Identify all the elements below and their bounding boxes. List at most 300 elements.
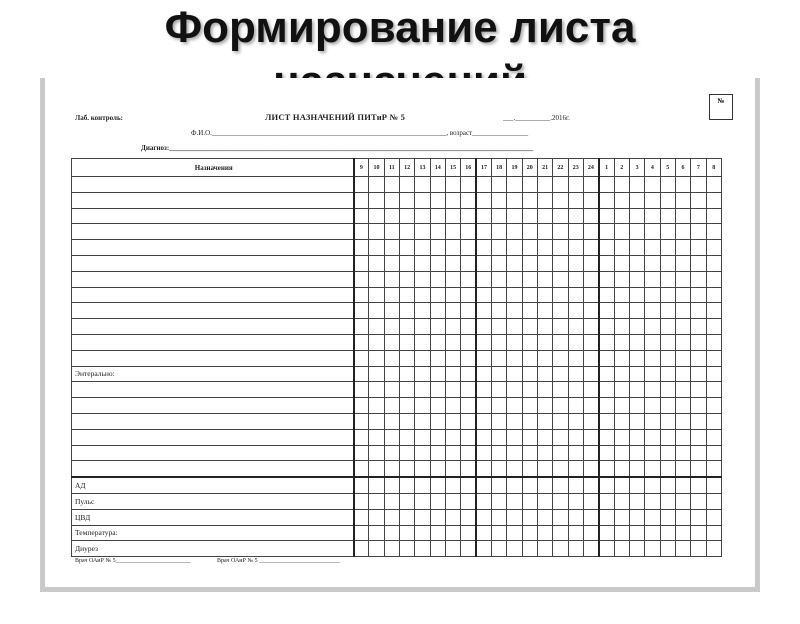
hour-cell (706, 525, 721, 541)
hour-cell (399, 255, 414, 271)
hour-cell (430, 303, 445, 319)
hour-cell (599, 477, 614, 493)
hour-cell (430, 413, 445, 429)
hour-cell (614, 350, 629, 366)
diagnosis-line: Диагноз:________________________________________________________________________________________________________ (141, 144, 534, 152)
hour-cell (675, 240, 690, 256)
hour-cell (691, 192, 706, 208)
row-label-cell: ЦВД (72, 509, 354, 525)
hour-cell (614, 461, 629, 477)
hour-cell (476, 319, 491, 335)
hour-cell (614, 477, 629, 493)
hour-cell (476, 445, 491, 461)
hour-cell (645, 255, 660, 271)
hour-cell (354, 350, 369, 366)
hour-cell (430, 382, 445, 398)
hour-cell (491, 413, 506, 429)
row-label-cell (72, 271, 354, 287)
hour-cell (461, 366, 476, 382)
hour-cell (553, 461, 568, 477)
hour-cell (583, 255, 598, 271)
hour-cell (568, 541, 583, 557)
hour-cell (399, 461, 414, 477)
prescription-table (71, 158, 722, 557)
hour-cell (675, 208, 690, 224)
hour-cell (430, 429, 445, 445)
hour-cell (645, 525, 660, 541)
hour-cell (445, 366, 460, 382)
hour-cell (645, 350, 660, 366)
hour-cell (507, 509, 522, 525)
hour-cell (399, 240, 414, 256)
vital-row (72, 541, 722, 557)
hour-cell (354, 461, 369, 477)
hour-cell (645, 541, 660, 557)
hour-cell (583, 461, 598, 477)
row-label-cell (72, 303, 354, 319)
hour-cell (430, 398, 445, 414)
hour-cell (553, 287, 568, 303)
hour-cell (384, 413, 399, 429)
hour-cell (599, 334, 614, 350)
hour-cell (522, 382, 537, 398)
hour-cell (660, 303, 675, 319)
hour-cell (384, 541, 399, 557)
hour-cell (553, 177, 568, 193)
hour-cell (415, 271, 430, 287)
hour-cell (461, 303, 476, 319)
hour-cell (614, 541, 629, 557)
hour-cell (599, 319, 614, 335)
prescription-row (72, 177, 722, 193)
hour-cell (399, 398, 414, 414)
hour-cell (507, 255, 522, 271)
hour-cell (691, 398, 706, 414)
hour-cell (629, 192, 644, 208)
hour-cell (522, 541, 537, 557)
hour-cell (369, 413, 384, 429)
hour-cell (553, 208, 568, 224)
hour-cell (369, 398, 384, 414)
hour-cell (691, 271, 706, 287)
hour-cell (369, 177, 384, 193)
hour-cell (369, 303, 384, 319)
hour-cell (583, 208, 598, 224)
hour-cell (614, 445, 629, 461)
hour-cell (614, 224, 629, 240)
hour-cell (583, 477, 598, 493)
row-label-cell: Диурез (72, 541, 354, 557)
hour-cell (645, 287, 660, 303)
hour-cell (491, 382, 506, 398)
hour-cell (614, 240, 629, 256)
hour-cell (476, 350, 491, 366)
hour-cell (645, 477, 660, 493)
hour-cell (384, 382, 399, 398)
hour-cell (522, 192, 537, 208)
hour-cell (430, 366, 445, 382)
hour-cell (675, 461, 690, 477)
hour-cell (354, 382, 369, 398)
hour-cell (645, 271, 660, 287)
hour-cell (599, 192, 614, 208)
hour-cell (645, 334, 660, 350)
hour-cell (660, 382, 675, 398)
hour-cell (522, 177, 537, 193)
row-label-cell (72, 429, 354, 445)
hour-cell (491, 334, 506, 350)
hour-cell (645, 177, 660, 193)
hour-cell (399, 177, 414, 193)
hour-cell (415, 255, 430, 271)
hour-cell (415, 287, 430, 303)
hour-cell (537, 477, 552, 493)
hour-cell (522, 271, 537, 287)
hour-header-cell: 20 (522, 159, 537, 177)
hour-cell (461, 350, 476, 366)
hour-cell (507, 177, 522, 193)
hour-cell (629, 334, 644, 350)
hour-cell (354, 429, 369, 445)
hour-cell (706, 287, 721, 303)
hour-cell (430, 255, 445, 271)
hour-cell (706, 366, 721, 382)
hour-cell (476, 493, 491, 509)
hour-cell (629, 493, 644, 509)
hour-cell (537, 271, 552, 287)
hour-header-cell: 12 (399, 159, 414, 177)
hour-cell (522, 303, 537, 319)
hour-cell (461, 240, 476, 256)
hour-cell (660, 413, 675, 429)
hour-cell (553, 255, 568, 271)
hour-cell (415, 461, 430, 477)
hour-cell (399, 366, 414, 382)
hour-cell (553, 509, 568, 525)
hour-header-cell: 5 (660, 159, 675, 177)
hour-cell (354, 477, 369, 493)
hour-cell (660, 350, 675, 366)
prescription-row (72, 334, 722, 350)
hour-cell (491, 319, 506, 335)
hour-cell (660, 461, 675, 477)
hour-cell (568, 177, 583, 193)
hour-cell (384, 224, 399, 240)
lab-control-label: Лаб. контроль: (75, 114, 123, 122)
hour-cell (568, 366, 583, 382)
hour-cell (645, 382, 660, 398)
hour-cell (399, 224, 414, 240)
hour-cell (399, 382, 414, 398)
hour-cell (706, 192, 721, 208)
hour-cell (537, 255, 552, 271)
hour-cell (599, 429, 614, 445)
hour-cell (583, 445, 598, 461)
hour-cell (461, 461, 476, 477)
hour-cell (537, 350, 552, 366)
hour-cell (384, 398, 399, 414)
hour-cell (507, 445, 522, 461)
hour-cell (461, 271, 476, 287)
vital-row (72, 477, 722, 493)
hour-cell (537, 192, 552, 208)
hour-cell (430, 334, 445, 350)
hour-cell (415, 509, 430, 525)
hour-cell (522, 493, 537, 509)
hour-cell (660, 319, 675, 335)
hour-cell (629, 240, 644, 256)
hour-cell (691, 255, 706, 271)
hour-cell (675, 398, 690, 414)
hour-cell (675, 303, 690, 319)
hour-cell (461, 224, 476, 240)
hour-cell (660, 493, 675, 509)
hour-cell (691, 541, 706, 557)
hour-cell (691, 240, 706, 256)
hour-cell (369, 493, 384, 509)
hour-cell (491, 429, 506, 445)
row-label-cell: Энтерально: (72, 366, 354, 382)
hour-cell (384, 192, 399, 208)
hour-cell (369, 509, 384, 525)
hour-cell (399, 287, 414, 303)
hour-cell (660, 541, 675, 557)
hour-cell (369, 429, 384, 445)
hour-cell (507, 493, 522, 509)
hour-cell (354, 398, 369, 414)
hour-cell (568, 271, 583, 287)
hour-header-cell: 23 (568, 159, 583, 177)
hour-cell (553, 413, 568, 429)
row-label-cell (72, 461, 354, 477)
hour-cell (384, 525, 399, 541)
hour-cell (660, 509, 675, 525)
row-label-cell (72, 240, 354, 256)
row-label-cell (72, 192, 354, 208)
hour-cell (445, 509, 460, 525)
header-cell-prescriptions: Назначения (72, 159, 354, 177)
hour-cell (599, 525, 614, 541)
hour-cell (369, 240, 384, 256)
hour-cell (660, 334, 675, 350)
hour-cell (691, 208, 706, 224)
hour-cell (491, 509, 506, 525)
hour-cell (384, 240, 399, 256)
hour-cell (614, 525, 629, 541)
hour-cell (384, 445, 399, 461)
hour-cell (445, 525, 460, 541)
hour-cell (461, 319, 476, 335)
hour-cell (691, 493, 706, 509)
hour-cell (384, 303, 399, 319)
prescription-grid (71, 158, 721, 624)
hour-cell (399, 319, 414, 335)
hour-cell (507, 541, 522, 557)
hour-cell (568, 398, 583, 414)
hour-cell (568, 350, 583, 366)
hour-cell (445, 461, 460, 477)
hour-cell (507, 271, 522, 287)
enteral-detail-row (72, 429, 722, 445)
hour-header-cell: 19 (507, 159, 522, 177)
hour-cell (660, 429, 675, 445)
hour-cell (629, 177, 644, 193)
hour-cell (507, 477, 522, 493)
hour-cell (568, 477, 583, 493)
hour-cell (629, 224, 644, 240)
hour-cell (583, 509, 598, 525)
hour-cell (599, 366, 614, 382)
hour-cell (445, 255, 460, 271)
hour-cell (369, 271, 384, 287)
hour-cell (583, 525, 598, 541)
hour-cell (445, 477, 460, 493)
hour-cell (476, 192, 491, 208)
hour-cell (583, 240, 598, 256)
hour-header-cell: 16 (461, 159, 476, 177)
hour-cell (461, 413, 476, 429)
hour-cell (445, 287, 460, 303)
hour-cell (354, 319, 369, 335)
hour-cell (461, 541, 476, 557)
hour-cell (522, 319, 537, 335)
hour-cell (537, 509, 552, 525)
hour-cell (629, 398, 644, 414)
hour-cell (461, 334, 476, 350)
hour-cell (461, 255, 476, 271)
hour-cell (399, 541, 414, 557)
hour-cell (415, 445, 430, 461)
hour-cell (614, 287, 629, 303)
hour-cell (507, 208, 522, 224)
hour-cell (645, 303, 660, 319)
hour-cell (599, 287, 614, 303)
row-label-cell (72, 398, 354, 414)
hour-cell (445, 224, 460, 240)
hour-cell (491, 287, 506, 303)
hour-cell (675, 350, 690, 366)
hour-cell (461, 509, 476, 525)
hour-cell (568, 303, 583, 319)
hour-cell (645, 461, 660, 477)
hour-cell (354, 224, 369, 240)
hour-header-cell: 10 (369, 159, 384, 177)
hour-cell (476, 334, 491, 350)
hour-cell (553, 445, 568, 461)
hour-cell (522, 477, 537, 493)
hour-cell (491, 208, 506, 224)
footer-doctor-signature-2: Врач ОАиР № 5 ___________________________ (217, 558, 341, 564)
prescription-row (72, 224, 722, 240)
hour-cell (522, 287, 537, 303)
hour-cell (384, 429, 399, 445)
hour-cell (599, 271, 614, 287)
hour-cell (583, 192, 598, 208)
hour-cell (706, 509, 721, 525)
hour-cell (614, 509, 629, 525)
hour-cell (568, 287, 583, 303)
hour-header-cell: 17 (476, 159, 491, 177)
hour-cell (706, 398, 721, 414)
hour-cell (507, 525, 522, 541)
hour-cell (445, 429, 460, 445)
hour-cell (568, 319, 583, 335)
hour-cell (706, 445, 721, 461)
hour-cell (599, 493, 614, 509)
hour-cell (369, 541, 384, 557)
hour-header-cell: 1 (599, 159, 614, 177)
hour-cell (645, 208, 660, 224)
hour-cell (354, 240, 369, 256)
hour-cell (507, 334, 522, 350)
hour-cell (537, 461, 552, 477)
hour-cell (445, 240, 460, 256)
hour-cell (599, 382, 614, 398)
hour-cell (384, 271, 399, 287)
hour-cell (614, 334, 629, 350)
hour-cell (522, 224, 537, 240)
hour-cell (629, 509, 644, 525)
hour-cell (614, 413, 629, 429)
hour-cell (691, 413, 706, 429)
hour-cell (675, 366, 690, 382)
hour-cell (415, 366, 430, 382)
row-label-cell (72, 208, 354, 224)
hour-cell (599, 350, 614, 366)
hour-cell (553, 477, 568, 493)
hour-cell (354, 208, 369, 224)
hour-cell (430, 350, 445, 366)
hour-cell (522, 255, 537, 271)
hour-cell (415, 224, 430, 240)
hour-cell (369, 445, 384, 461)
vital-row (72, 493, 722, 509)
hour-cell (354, 493, 369, 509)
hour-header-cell: 6 (675, 159, 690, 177)
hour-cell (476, 366, 491, 382)
hour-cell (599, 240, 614, 256)
hour-cell (461, 445, 476, 461)
hour-cell (706, 382, 721, 398)
hour-cell (568, 382, 583, 398)
hour-cell (354, 541, 369, 557)
hour-cell (461, 208, 476, 224)
hour-cell (476, 382, 491, 398)
hour-cell (537, 303, 552, 319)
hour-cell (399, 445, 414, 461)
hour-cell (583, 366, 598, 382)
prescription-row (72, 208, 722, 224)
hour-cell (537, 366, 552, 382)
hour-cell (568, 493, 583, 509)
hour-cell (399, 334, 414, 350)
hour-cell (691, 224, 706, 240)
hour-cell (614, 398, 629, 414)
hour-cell (354, 287, 369, 303)
hour-cell (430, 445, 445, 461)
hour-cell (553, 382, 568, 398)
hour-cell (507, 287, 522, 303)
hour-cell (614, 208, 629, 224)
hour-cell (430, 271, 445, 287)
hour-cell (415, 398, 430, 414)
hour-cell (369, 334, 384, 350)
hour-cell (369, 224, 384, 240)
hour-cell (522, 334, 537, 350)
hour-cell (384, 366, 399, 382)
slide-title (0, 0, 800, 78)
hour-cell (660, 240, 675, 256)
